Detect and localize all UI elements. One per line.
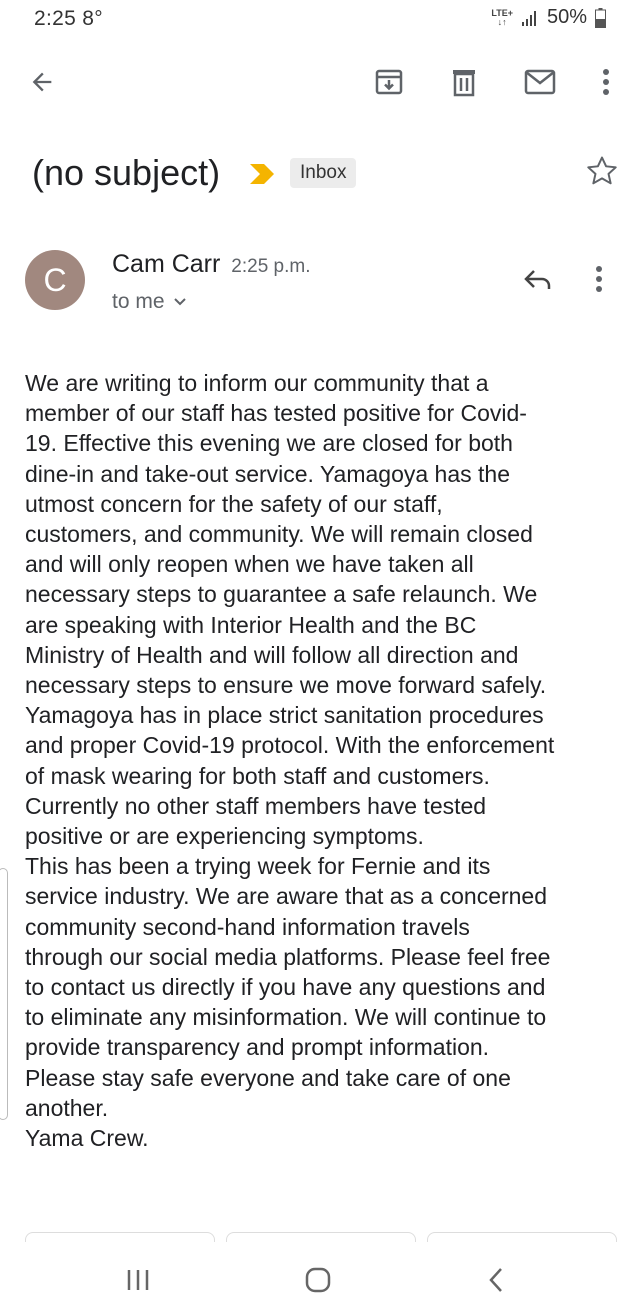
sender-name: Cam Carr xyxy=(112,250,221,278)
back-button[interactable] xyxy=(22,62,62,102)
status-bar xyxy=(0,0,640,40)
subject-row xyxy=(0,148,640,202)
sender-row xyxy=(0,240,640,330)
status-time xyxy=(34,7,103,31)
navigation-bar xyxy=(0,1242,640,1315)
reply-button[interactable] xyxy=(522,266,554,299)
recent-apps-icon xyxy=(125,1268,151,1292)
inbox-label-chip[interactable]: Inbox xyxy=(290,158,356,188)
temperature: 8° xyxy=(82,7,103,30)
recipient-label: to me xyxy=(112,290,165,313)
back-nav-button[interactable] xyxy=(466,1262,526,1298)
star-icon[interactable] xyxy=(585,154,619,188)
arrow-back-icon xyxy=(28,68,56,96)
scroll-handle[interactable] xyxy=(0,868,8,1120)
home-icon xyxy=(304,1266,332,1294)
mail-icon xyxy=(524,69,556,95)
archive-icon xyxy=(374,67,404,97)
sent-time: 2:25 p.m. xyxy=(231,256,311,277)
signal-icon xyxy=(521,9,539,27)
mark-unread-button[interactable] xyxy=(520,62,560,102)
battery-icon xyxy=(595,8,606,28)
network-type: LTE+ ↓↑ xyxy=(491,7,513,27)
more-options-button[interactable] xyxy=(586,62,626,102)
reply-icon xyxy=(522,266,554,294)
trash-icon xyxy=(449,67,479,97)
more-vert-icon xyxy=(601,67,611,97)
sender-header xyxy=(112,250,311,279)
chevron-down-icon xyxy=(173,297,187,307)
status-icons xyxy=(491,6,606,29)
recipient-details[interactable] xyxy=(112,290,187,314)
home-button[interactable] xyxy=(288,1262,348,1298)
chevron-left-icon xyxy=(487,1266,505,1294)
email-body: We are writing to inform our community that a member of our staff has tested positive for Covid- 19. Effective this evening we are closed for both dine-in and take-out service. Yamagoya has the utmost concern for the safety of our staff, customers, and community. We will remain closed and will only reopen when we have taken all necessary steps to guarantee a safe relaunch. We are speaking with Interior Health and the BC Ministry of Health and will follow all direction and necessary steps to ensure we move forward safely. Yamagoya has in place strict sanitation procedures and proper Covid-19 protocol. With the enforcement of mask wearing for both staff and customers. Currently no other staff members have tested positive or are experiencing symptoms. This has been a trying week for Fernie and its service industry. We are aware that as a concerned community second-hand information travels through our social media platforms. Please feel free to contact us directly if you have any questions and to eliminate any misinformation. We will continue to provide transparency and prompt information. Please stay safe everyone and take care of one another. Yama Crew. xyxy=(25,370,555,1152)
importance-marker-icon[interactable] xyxy=(250,164,276,184)
clock: 2:25 xyxy=(34,7,77,30)
message-more-button[interactable] xyxy=(594,264,604,299)
delete-button[interactable] xyxy=(444,62,484,102)
email-subject: (no subject) xyxy=(32,152,221,193)
archive-button[interactable] xyxy=(369,62,409,102)
recent-apps-button[interactable] xyxy=(108,1262,168,1298)
toolbar xyxy=(0,50,640,114)
data-arrows-icon: ↓↑ xyxy=(497,16,507,27)
avatar[interactable]: C xyxy=(25,250,85,310)
more-vert-icon xyxy=(594,264,604,294)
battery-percent: 50% xyxy=(546,6,587,28)
